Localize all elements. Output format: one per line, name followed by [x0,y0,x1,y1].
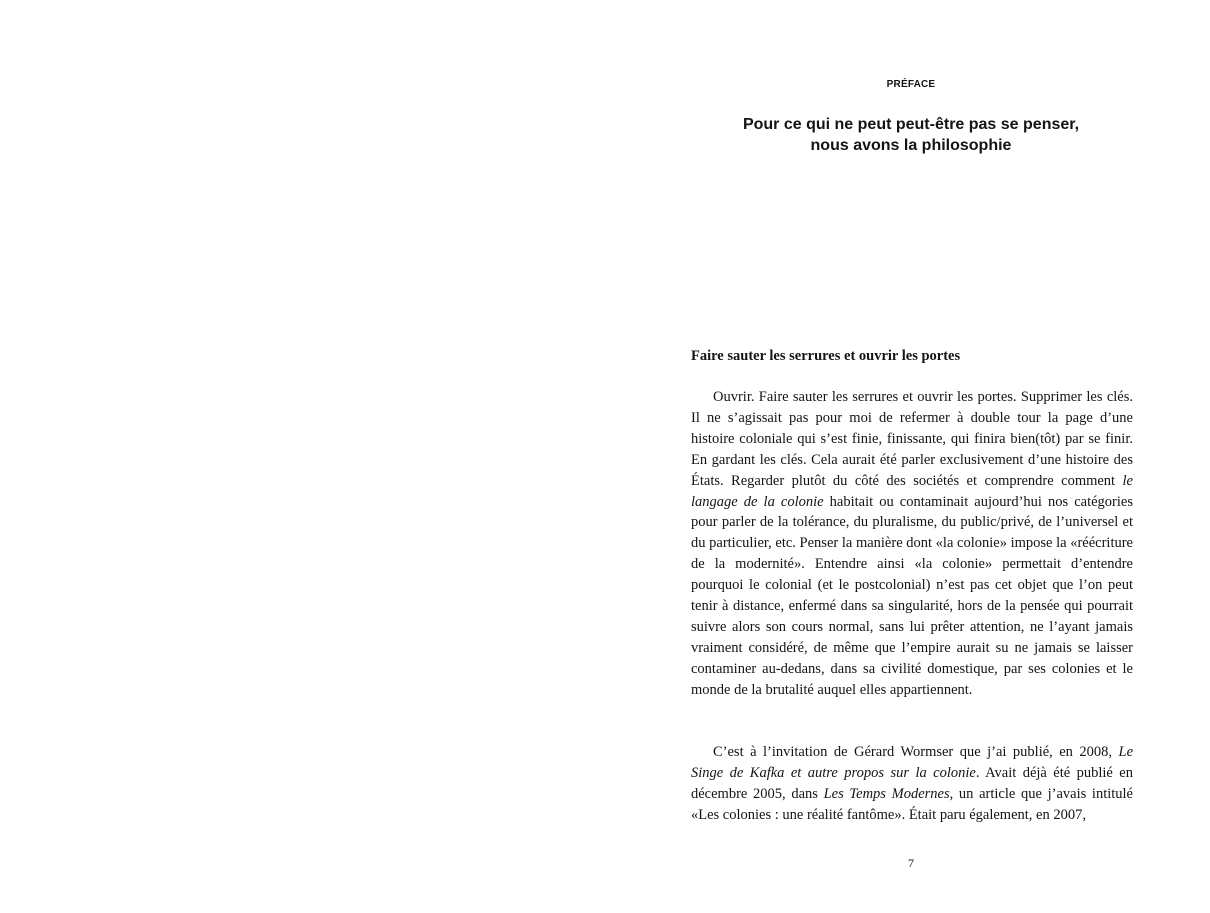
paragraph-1-italic: le langage de la colonie [691,472,1133,510]
paragraph-1-text-b: habitait ou contaminait aujourd’hui nos catégories pour parler de la tolérance, du pluralisme, du public/privé, de l’universel et du particulier, etc. Penser la manière dont «la colonie» impose la «réécriture de la modernité». Entendre ainsi «la colonie» permettait d’entendre pourquoi le colonial (et le postcolonial) n’est pas cet objet que l’on peut tenir à distance, enfermé dans sa singularité, hors de la pensée qui pourrait suivre alors son cours normal, sans lui prêter attention, ne l’ayant jamais vraiment considéré, de même que l’empire aurait su ne jamais se laisser contaminer au-dedans, dans sa civilité domestique, par ses colonies et le monde de la brutalité auquel elles appartiennent. [691,493,1133,698]
page-title [605,114,1210,156]
paragraph-2 [691,742,1133,826]
section-label: PRÉFACE [886,79,936,90]
title-line-1: Pour ce qui ne peut peut-être pas se penser, [742,116,1080,133]
title-line-2: nous avons la philosophie [810,137,1012,154]
paragraph-2-text-c: , un article que j’avais intitulé «Les colonies : une réalité fantôme». Était paru également, en 2007, [691,785,1133,823]
page-number: 7 [908,856,914,870]
paragraph-2-text-b: . Avait déjà été publié en décembre 2005, dans [691,764,1133,802]
paragraph-1 [691,387,1133,701]
paragraph-2-italic-book-title: Le Singe de Kafka et autre propos sur la colonie [691,744,1133,781]
paragraph-2-text-a: C’est à l’invitation de Gérard Wormser que j’ai publié, en 2008, [713,744,1119,760]
paragraph-1-text-a: Ouvrir. Faire sauter les serrures et ouvrir les portes. Supprimer les clés. Il ne s’agissait pas pour moi de refermer à double tour la page d’une histoire coloniale qui s’est finie, finissante, qui finira bien(tôt) par se finir. En gardant les clés. Cela aurait été parler exclusivement d’une histoire des États. Regarder plutôt du côté des sociétés et comprendre comment [691,389,1133,489]
right-page [605,0,1210,913]
paragraph-2-italic-journal-title: Les Temps Modernes [823,785,950,802]
section-heading: Faire sauter les serrures et ouvrir les portes [691,348,961,364]
